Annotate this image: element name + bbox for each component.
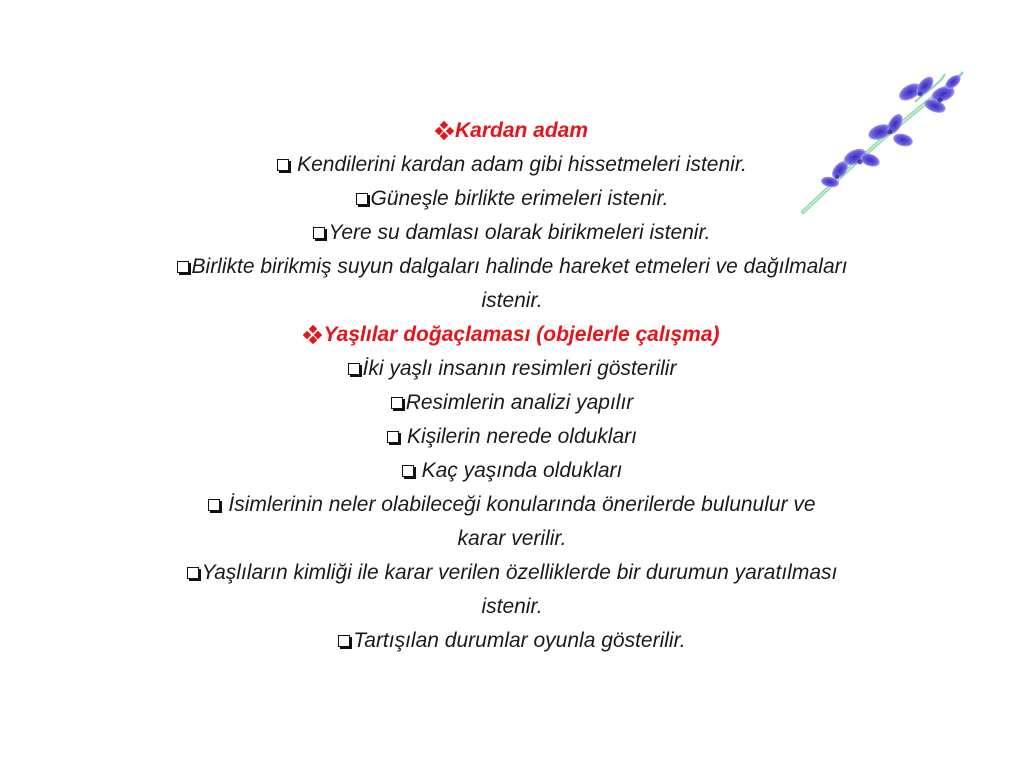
checkbox-bullet-icon xyxy=(277,159,289,171)
bullet-continuation xyxy=(60,522,964,556)
bullet-text: Yaşlıların kimliği ile karar verilen özelliklerde bir durumun yaratılması xyxy=(201,561,838,584)
bullet-text: Kendilerini kardan adam gibi hissetmeleri istenir. xyxy=(297,153,747,176)
bullet-line xyxy=(60,556,964,590)
bullet-text: Tartışılan durumlar oyunla gösterilir. xyxy=(353,629,686,652)
bullet-line xyxy=(60,182,964,216)
bullet-line xyxy=(60,454,964,488)
bullet-continuation xyxy=(60,284,964,318)
slide-content xyxy=(60,114,964,658)
heading-line xyxy=(60,114,964,148)
bullet-text: Resimlerin analizi yapılır xyxy=(405,391,634,414)
bullet-text: Birlikte birikmiş suyun dalgaları halinde hareket etmeleri ve dağılmaları xyxy=(191,255,848,278)
bullet-line xyxy=(60,148,964,182)
bullet-line xyxy=(60,216,964,250)
diamond-bullet-icon xyxy=(436,122,453,139)
bullet-text: Kaç yaşında oldukları xyxy=(421,459,623,482)
diamond-bullet-icon xyxy=(304,326,321,343)
heading-line xyxy=(60,318,964,352)
bullet-text: karar verilir. xyxy=(457,527,567,550)
bullet-text: istenir. xyxy=(481,289,543,312)
bullet-text: Kişilerin nerede oldukları xyxy=(407,425,637,448)
bullet-text: İki yaşlı insanın resimleri gösterilir xyxy=(362,357,677,380)
bullet-continuation xyxy=(60,590,964,624)
bullet-line xyxy=(60,250,964,284)
bullet-text: Güneşle birlikte erimeleri istenir. xyxy=(370,187,669,210)
checkbox-bullet-icon xyxy=(313,227,325,239)
checkbox-bullet-icon xyxy=(402,465,414,477)
heading-text: Kardan adam xyxy=(454,119,589,142)
checkbox-bullet-icon xyxy=(187,567,199,579)
bullet-line xyxy=(60,488,964,522)
bullet-line xyxy=(60,624,964,658)
checkbox-bullet-icon xyxy=(208,499,220,511)
heading-text: Yaşlılar doğaçlaması (objelerle çalışma) xyxy=(323,323,720,346)
checkbox-bullet-icon xyxy=(356,193,368,205)
bullet-line xyxy=(60,386,964,420)
bullet-text: İsimlerinin neler olabileceği konularında önerilerde bulunulur ve xyxy=(228,493,816,516)
checkbox-bullet-icon xyxy=(338,635,350,647)
checkbox-bullet-icon xyxy=(177,261,189,273)
bullet-text: Yere su damlası olarak birikmeleri istenir. xyxy=(328,221,711,244)
bullet-line xyxy=(60,420,964,454)
bullet-text: istenir. xyxy=(481,595,543,618)
bullet-line xyxy=(60,352,964,386)
checkbox-bullet-icon xyxy=(391,397,403,409)
checkbox-bullet-icon xyxy=(348,363,360,375)
checkbox-bullet-icon xyxy=(387,431,399,443)
